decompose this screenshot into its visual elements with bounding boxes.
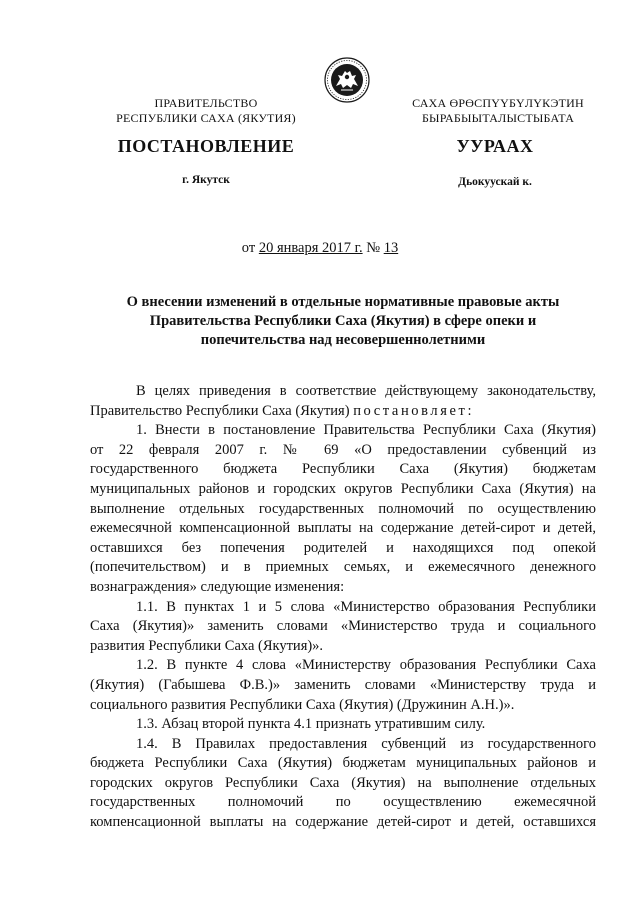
paragraph-item-1-3 [90,715,596,735]
body-line: бюджета Республики Саха (Якутия) бюджетам муниципальных районов и [90,755,596,772]
body-line: В целях приведения в соответствие действующему законодательству, [136,383,596,399]
body-line: от 22 февраля 2007 г. № 69 «О предоставлении субвенций из [90,441,596,458]
paragraph-item-1-1 [90,598,596,657]
subject-line-1: О внесении изменений в отдельные нормативные правовые акты [126,294,560,310]
body-line: государственных полномочий по осуществлению ежемесячной [90,794,596,811]
coat-of-arms-emblem-icon [324,57,370,103]
decree-verb: постановляет: [353,402,475,419]
number-value: 13 [383,240,399,256]
city-russian: г. Якутск [182,174,230,186]
body-line: 1.2. В пункте 4 слова «Министерству образования Республики Саха [136,657,596,674]
date-number-line [0,240,640,257]
body-line: компенсационной выплаты на содержание детей-сирот и детей, оставшихся [90,814,596,831]
body-line: 1.3. Абзац второй пункта 4.1 признать утратившим силу. [136,716,486,733]
paragraph-item-1 [90,421,596,597]
paragraph-item-1-4 [90,735,596,833]
date-prefix: от [241,240,259,256]
body-line: (попечительством) и в приемных семьях, и ежемесячного денежного [90,559,596,576]
body-line: оставшихся без попечения родителей и находящихся под опекой [90,539,596,556]
authority-line-1-yakut: САХА ӨРӨСПҮҮБҮЛҮКЭТИН [412,96,584,110]
subject-line-3: попечительства над несовершеннолетними [200,332,486,348]
authority-name-russian [100,96,312,126]
body-line: развития Республики Саха (Якутия)». [90,637,324,654]
number-label: № [362,240,384,256]
body-line: 1. Внести в постановление Правительства Республики Саха (Якутия) [136,422,596,439]
city-yakut: Дьокуускай к. [458,176,532,188]
authority-name-yakut [388,96,608,126]
document-type-russian: ПОСТАНОВЛЕНИЕ [117,136,295,156]
body-line: ежемесячной компенсационной выплаты на содержание детей-сирот и детей, [90,520,596,537]
body-line: городских округов Республики Саха (Якутия) на выполнение отдельных [90,774,596,791]
paragraph-preamble [90,382,596,421]
date-value: 20 января 2017 г. [258,240,363,256]
body-text: Правительство Республики Саха (Якутия) [90,402,354,419]
paragraph-item-1-2 [90,656,596,715]
body-line: вознаграждения» следующие изменения: [90,578,345,595]
body-line: государственного бюджета Республики Саха (Якутия) бюджетам [90,461,596,478]
body-line: (Якутия) (Габышева Ф.В.)» заменить словами «Министерству труда и [90,676,596,693]
body-line: Саха (Якутия)» заменить словами «Министерство труда и социального [90,618,596,635]
authority-line-2: РЕСПУБЛИКИ САХА (ЯКУТИЯ) [116,111,296,125]
authority-line-2-yakut: БЫРАБЫЫТАЛЫСТЫБАТА [421,111,575,125]
authority-line-1: ПРАВИТЕЛЬСТВО [154,96,258,110]
document-subject [108,293,578,350]
body-line: социального развития Республики Саха (Якутия) (Дружинин А.Н.)». [90,696,515,713]
body-line: 1.4. В Правилах предоставления субвенций из государственного [136,735,596,752]
subject-line-2: Правительства Республики Саха (Якутия) в сфере опеки и [149,313,537,329]
body-line: муниципальных районов и городских округов Республики Саха (Якутия) на [90,480,596,497]
document-type-yakut: УУРААХ [456,136,534,156]
document-body [90,382,596,833]
body-line: 1.1. В пунктах 1 и 5 слова «Министерство образования Республики [136,598,596,615]
body-line [90,402,596,422]
body-line: выполнение отдельных государственных полномочий по осуществлению [90,500,596,517]
